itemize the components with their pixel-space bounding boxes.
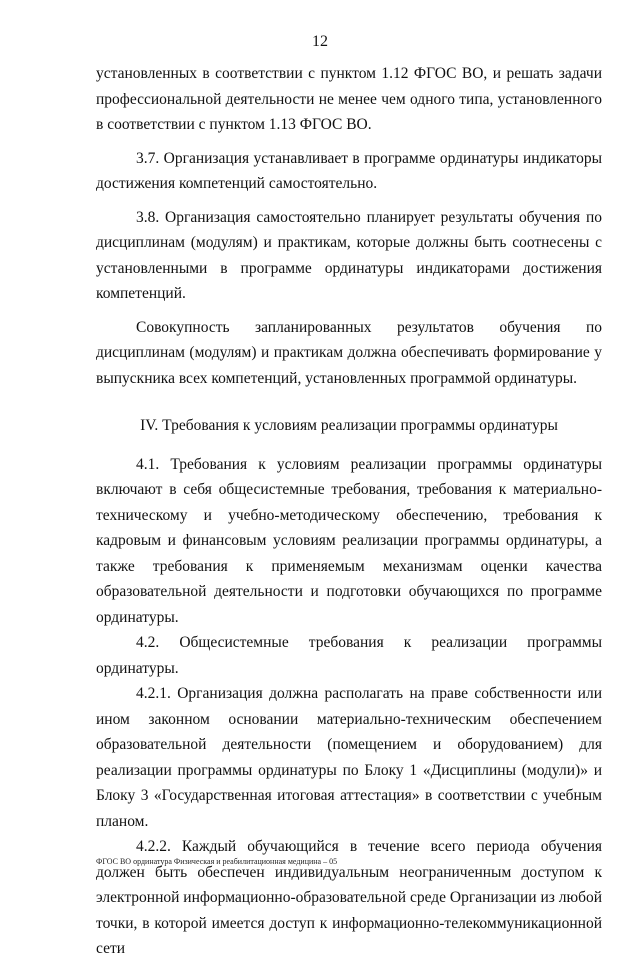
page-footer: ФГОС ВО ординатура Физическая и реабилитационная медицина – 05 xyxy=(96,857,338,866)
paragraph-4-2-2: 4.2.2. Каждый обучающийся в течение всего периода обучения должен быть обеспечен индивидуальным неограниченным доступом к электронной информационно-образовательной среде Организации из любой точки, в которой имеется доступ к информационно-телекоммуникационной сети xyxy=(96,838,602,957)
page-number: 12 xyxy=(312,33,328,50)
document-body xyxy=(96,61,602,962)
paragraph-continuation: установленных в соответствии с пунктом 1.12 ФГОС ВО, и решать задачи профессиональной деятельности не менее чем одного типа, установленного в соответствии с пунктом 1.13 ФГОС ВО. xyxy=(96,65,602,133)
paragraph-4-1: 4.1. Требования к условиям реализации программы ординатуры включают в себя общесистемные требования, требования к материально-техническому и учебно-методическому обеспечению, требования к кадровым и финансовым условиям реализации программы ординатуры, а также требования к применяемым механизмам оценки качества образовательной деятельности и подготовки обучающихся по программе ординатуры. xyxy=(96,455,602,626)
paragraph-3-7: 3.7. Организация устанавливает в программе ординатуры индикаторы достижения компетенций самостоятельно. xyxy=(96,149,602,192)
paragraph-4-2-1: 4.2.1. Организация должна располагать на праве собственности или ином законном основании материально-техническим обеспечением образовательной деятельности (помещением и оборудованием) для реализации программы ординатуры по Блоку 1 «Дисциплины (модули)» и Блоку 3 «Государственная итоговая аттестация» в соответствии с учебным планом. xyxy=(96,685,602,830)
paragraph-3-8: 3.8. Организация самостоятельно планирует результаты обучения по дисциплинам (модулям) и практикам, которые должны быть соотнесены с установленными в программе ординатуры индикаторами достижения компетенций. xyxy=(96,208,602,302)
paragraph-4-2: 4.2. Общесистемные требования к реализации программы ординатуры. xyxy=(96,634,602,677)
paragraph-competencies-summary: Совокупность запланированных результатов обучения по дисциплинам (модулям) и практикам должна обеспечивать формирование у выпускника всех компетенций, установленных программой ординатуры. xyxy=(96,318,602,387)
section-heading-iv: IV. Требования к условиям реализации программы ординатуры xyxy=(140,417,558,434)
